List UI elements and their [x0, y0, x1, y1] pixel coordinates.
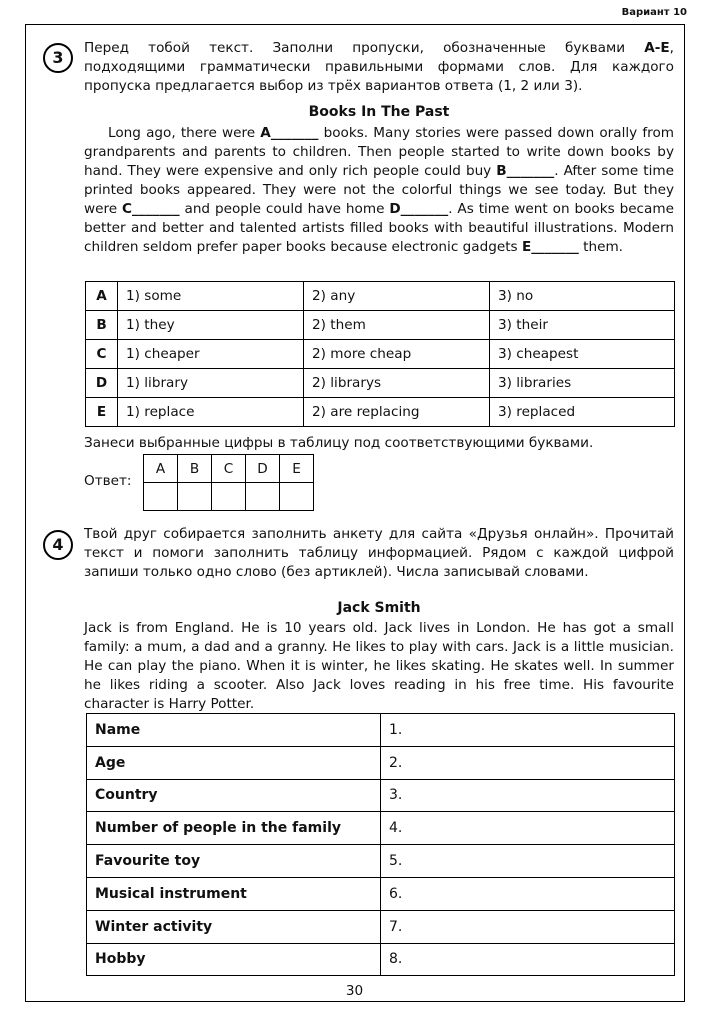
option-1: 1) some — [118, 282, 304, 311]
answer-cell-e[interactable] — [280, 483, 314, 511]
option-1: 1) they — [118, 311, 304, 340]
gap-b: B_______ — [496, 163, 555, 179]
option-1: 1) cheaper — [118, 340, 304, 369]
info-row — [87, 714, 675, 747]
answer-letter: E — [280, 455, 314, 483]
instruction-text-end: , подходящими грамматически правильными формами слов. Для каждого пропуска предлагается выбор из трёх вариантов ответа (1, 2 или 3). — [84, 40, 674, 94]
gap-e: E_______ — [521, 239, 579, 255]
answer-letter: D — [246, 455, 280, 483]
gap-d: D_______ — [389, 201, 449, 217]
answer-input-row — [144, 483, 314, 511]
option-3: 3) no — [490, 282, 675, 311]
options-row — [86, 282, 675, 311]
options-row — [86, 340, 675, 369]
option-1: 1) library — [118, 369, 304, 398]
task-4-title: Jack Smith — [337, 600, 421, 616]
answer-cell-b[interactable] — [178, 483, 212, 511]
instruction-text: Перед тобой текст. Заполни пропуски, обозначенные буквами — [84, 40, 645, 56]
task-4-passage: Jack is from England. He is 10 years old. Jack lives in London. He has got a small family: a mum, a dad and a granny. He likes to play with cars. Jack is a little musician. He can play the piano. When it is winter, he likes skating. He skates well. In summer he likes riding a scooter. Also Jack loves reading in his free time. His favourite character is Harry Potter. — [84, 620, 674, 712]
option-letter: D — [86, 369, 118, 398]
passage-text: and people could have home — [179, 201, 390, 217]
task-4-number: 4 — [43, 530, 73, 560]
answer-instruction: Занеси выбранные цифры в таблицу под соответствующими буквами. — [84, 435, 594, 451]
task-3-title: Books In The Past — [308, 104, 450, 120]
info-answer-cell[interactable]: 1. — [381, 714, 675, 747]
answer-table — [143, 454, 314, 511]
option-letter: B — [86, 311, 118, 340]
passage-text: books. Many stories were passed down orally from grandparents and parents to children. Then people started to write down books by hand. They were expensive and only rich people could buy — [84, 125, 675, 179]
passage-text: . As time went on books became better and better and talented artists filled books with beautiful illustrations. Modern children seldom prefer paper books because electronic gadgets — [84, 201, 674, 255]
info-answer-cell[interactable]: 3. — [381, 779, 675, 812]
page-number: 30 — [345, 983, 364, 999]
gap-c: C_______ — [122, 201, 180, 217]
options-row — [86, 311, 675, 340]
task-4-instruction: Твой друг собирается заполнить анкету для сайта «Друзья онлайн». Прочитай текст и помоги заполнить таблицу информацией. Рядом с каждой цифрой запиши только одно слово (без артиклей). Числа записывай словами. — [84, 526, 674, 580]
answer-cell-c[interactable] — [212, 483, 246, 511]
info-row — [87, 877, 675, 910]
instruction-letters: A-E — [644, 40, 670, 56]
answer-header-row — [144, 455, 314, 483]
answer-cell-a[interactable] — [144, 483, 178, 511]
option-3: 3) their — [490, 311, 675, 340]
option-letter: C — [86, 340, 118, 369]
info-row — [87, 812, 675, 845]
info-answer-cell[interactable]: 4. — [381, 812, 675, 845]
info-label: Winter activity — [87, 910, 381, 943]
info-label: Musical instrument — [87, 877, 381, 910]
options-row — [86, 398, 675, 427]
passage-text: . After some time printed books appeared. They were not the colorful things we see today. But they were — [84, 163, 674, 217]
option-2: 2) are replacing — [304, 398, 490, 427]
info-label: Hobby — [87, 943, 381, 976]
option-letter: E — [86, 398, 118, 427]
options-row — [86, 369, 675, 398]
info-label: Country — [87, 779, 381, 812]
info-label: Favourite toy — [87, 845, 381, 878]
info-row — [87, 845, 675, 878]
task-3-number: 3 — [43, 43, 73, 73]
answer-cell-d[interactable] — [246, 483, 280, 511]
info-row — [87, 779, 675, 812]
option-3: 3) cheapest — [490, 340, 675, 369]
info-answer-cell[interactable]: 6. — [381, 877, 675, 910]
info-row — [87, 746, 675, 779]
info-answer-cell[interactable]: 2. — [381, 746, 675, 779]
answer-letter: C — [212, 455, 246, 483]
option-letter: A — [86, 282, 118, 311]
option-1: 1) replace — [118, 398, 304, 427]
option-2: 2) more cheap — [304, 340, 490, 369]
answer-letter: A — [144, 455, 178, 483]
option-2: 2) librarys — [304, 369, 490, 398]
info-answer-cell[interactable]: 8. — [381, 943, 675, 976]
answer-label: Ответ: — [84, 473, 132, 489]
info-row — [87, 910, 675, 943]
option-2: 2) any — [304, 282, 490, 311]
info-label: Name — [87, 714, 381, 747]
info-label: Age — [87, 746, 381, 779]
task-3-instruction — [84, 39, 674, 96]
options-table — [85, 281, 675, 427]
info-answer-cell[interactable]: 5. — [381, 845, 675, 878]
variant-label: Вариант 10 — [621, 7, 687, 18]
task-3-passage — [84, 124, 674, 257]
info-row — [87, 943, 675, 976]
option-3: 3) replaced — [490, 398, 675, 427]
gap-a: A_______ — [260, 125, 319, 141]
info-answer-cell[interactable]: 7. — [381, 910, 675, 943]
passage-text: Long ago, there were — [108, 125, 261, 141]
passage-text: them. — [578, 239, 624, 255]
info-table — [86, 713, 675, 976]
info-label: Number of people in the family — [87, 812, 381, 845]
option-2: 2) them — [304, 311, 490, 340]
option-3: 3) libraries — [490, 369, 675, 398]
answer-letter: B — [178, 455, 212, 483]
